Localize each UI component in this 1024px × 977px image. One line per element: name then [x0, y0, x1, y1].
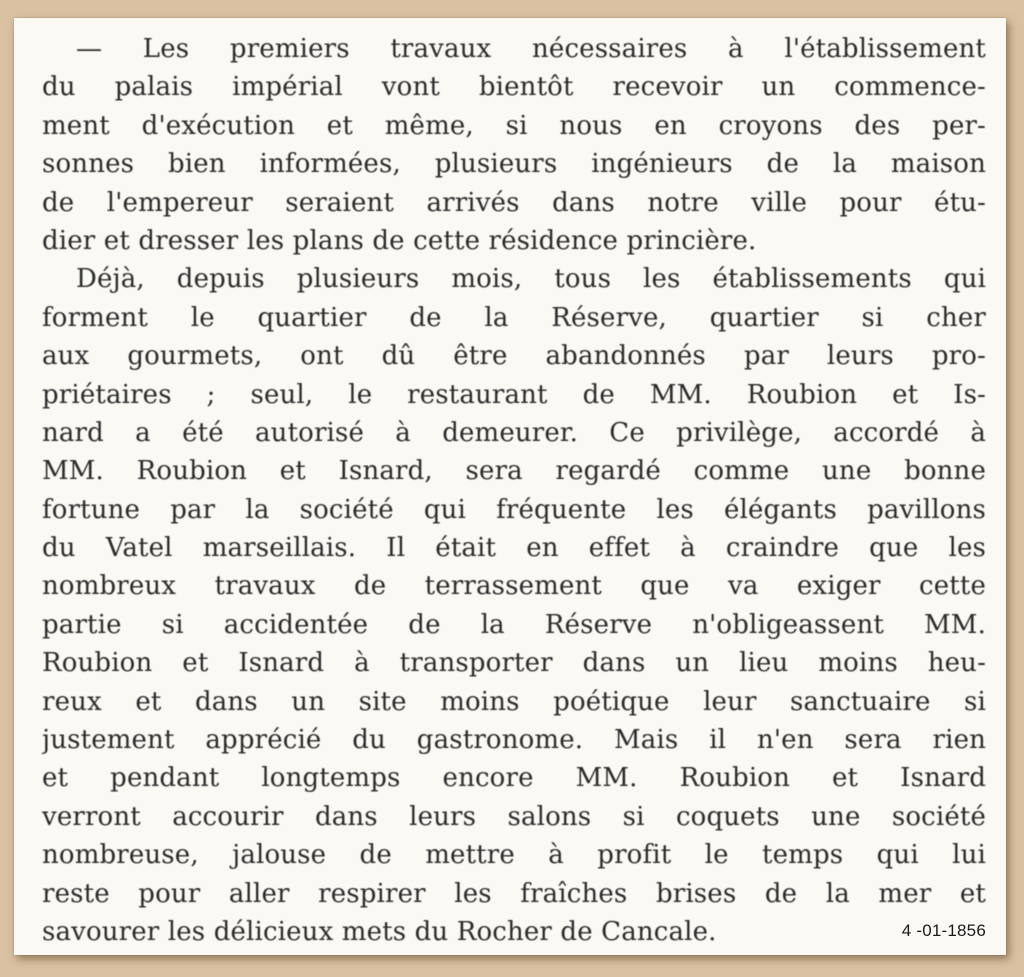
- article-line: reste pour aller respirer les fraîches brises de la mer et: [42, 878, 986, 909]
- article-line: reux et dans un site moins poétique leur sanctuaire si: [42, 686, 986, 717]
- article-line: — Les premiers travaux nécessaires à l'établissement: [76, 34, 986, 64]
- article-line: justement apprécié du gastronome. Mais il n'en sera rien: [42, 725, 986, 756]
- article-line: du palais impérial vont bientôt recevoir un commence-: [42, 72, 986, 103]
- paragraph-2: [42, 260, 986, 951]
- article-line: ment d'exécution et même, si nous en croyons des per-: [42, 110, 986, 141]
- article-line: dier et dresser les plans de cette résidence princière.: [42, 225, 757, 256]
- article-line: de l'empereur seraient arrivés dans notre ville pour étu-: [42, 187, 986, 218]
- date-stamp: 4 -01-1856: [901, 921, 986, 940]
- article-line: nard a été autorisé à demeurer. Ce privilège, accordé à: [42, 417, 986, 448]
- article-line: Déjà, depuis plusieurs mois, tous les établissements qui: [76, 264, 986, 295]
- clipping-frame: [14, 18, 1006, 955]
- article-line: partie si accidentée de la Réserve n'obligeassent MM.: [42, 609, 986, 640]
- article-line: nombreuse, jalouse de mettre à profit le temps qui lui: [42, 840, 986, 871]
- newspaper-article: [42, 30, 986, 951]
- article-line: MM. Roubion et Isnard, sera regardé comme une bonne: [42, 456, 986, 487]
- article-line: verront accourir dans leurs salons si coquets une société: [42, 801, 986, 832]
- paragraph-1: [42, 30, 986, 260]
- article-line: Roubion et Isnard à transporter dans un lieu moins heu-: [42, 648, 986, 679]
- article-line: et pendant longtemps encore MM. Roubion et Isnard: [42, 763, 986, 794]
- article-line: forment le quartier de la Réserve, quartier si cher: [42, 302, 986, 333]
- article-line: fortune par la société qui fréquente les élégants pavillons: [42, 494, 986, 525]
- article-line: aux gourmets, ont dû être abandonnés par leurs pro-: [42, 341, 986, 372]
- article-line: nombreux travaux de terrassement que va exiger cette: [42, 571, 986, 602]
- article-line: priétaires ; seul, le restaurant de MM. Roubion et Is-: [42, 379, 986, 410]
- article-line: du Vatel marseillais. Il était en effet à craindre que les: [42, 533, 986, 564]
- article-line: sonnes bien informées, plusieurs ingénieurs de la maison: [42, 149, 986, 180]
- article-line: savourer les délicieux mets du Rocher de Cancale.: [42, 916, 717, 947]
